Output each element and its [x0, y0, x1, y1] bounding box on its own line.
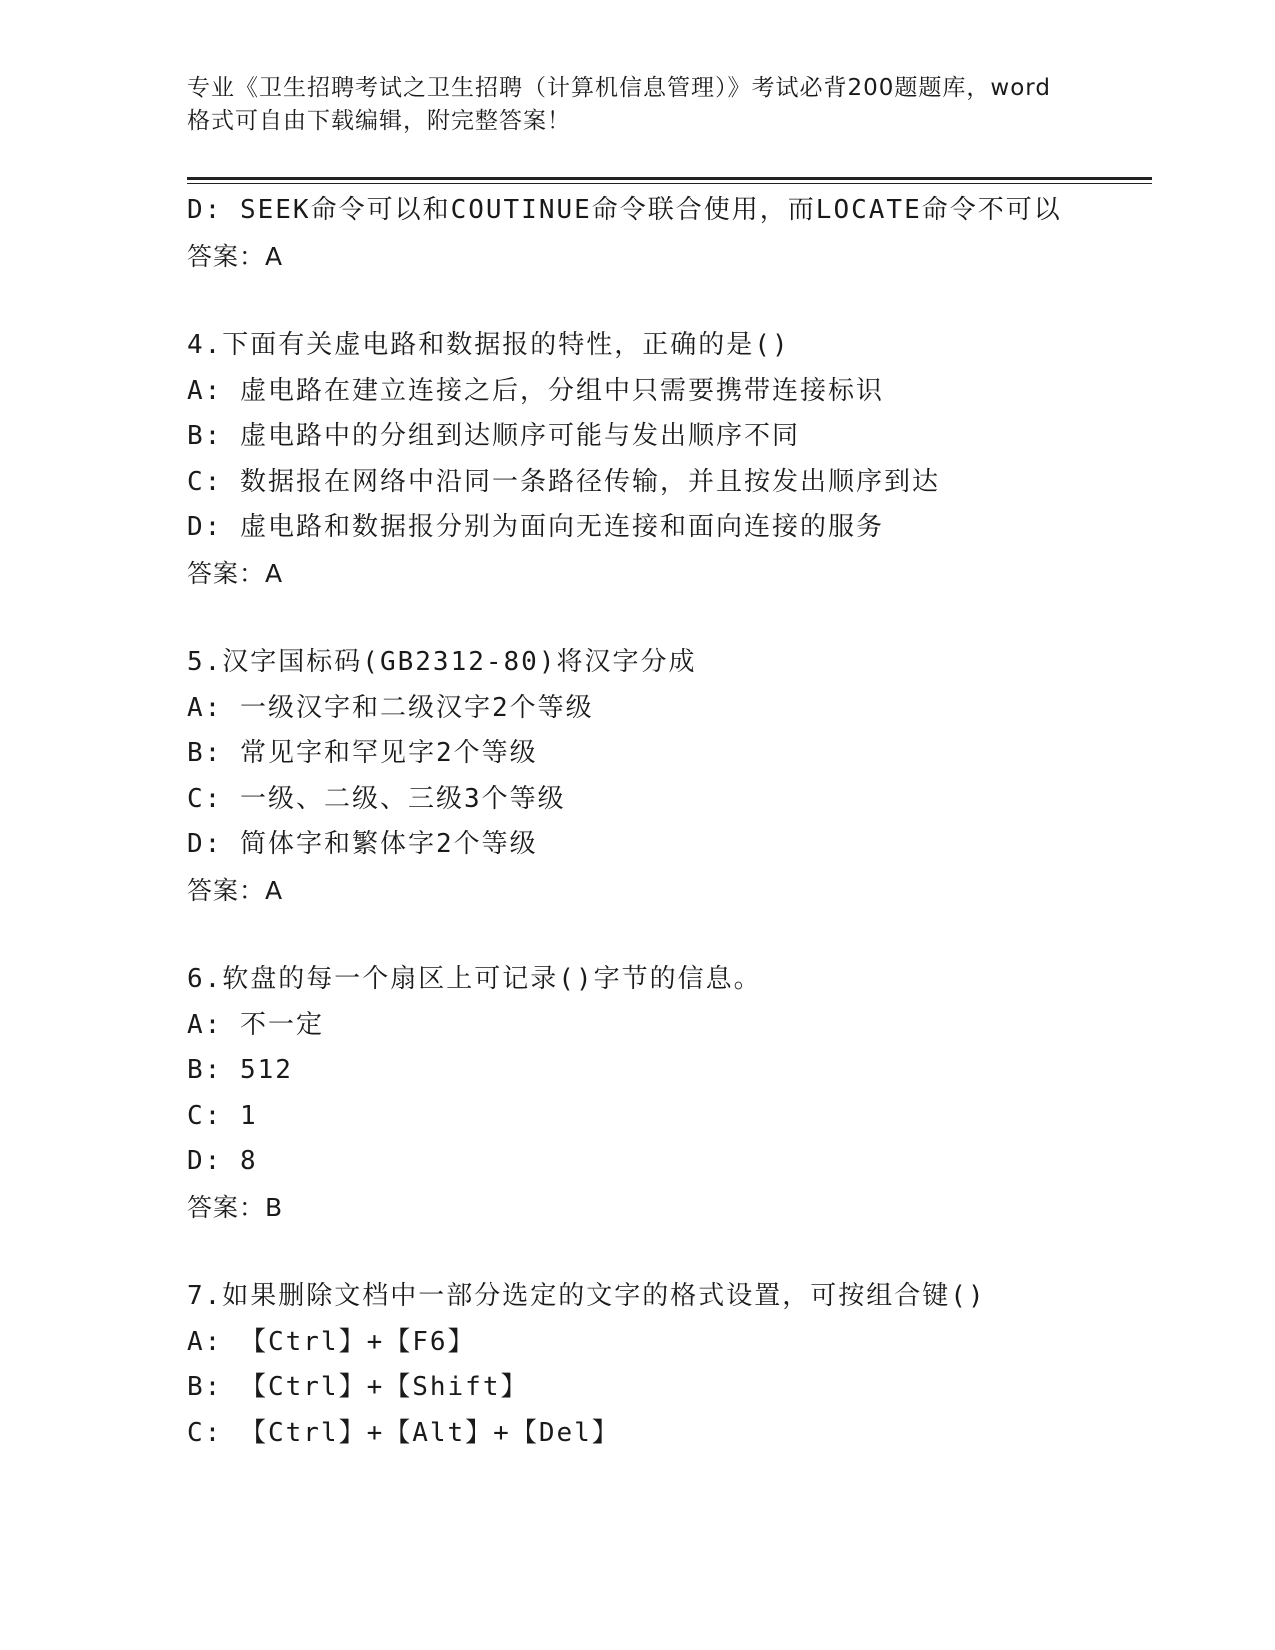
header-divider-thin: [187, 183, 1152, 184]
answer-line: 答案：A: [187, 558, 284, 588]
option-a: A: 不一定: [187, 1009, 324, 1040]
option-c: C: 【Ctrl】+【Alt】+【Del】: [187, 1417, 620, 1448]
option-c: C: 一级、二级、三级3个等级: [187, 783, 566, 814]
question-stem: 5.汉字国标码(GB2312-80)将汉字分成: [187, 647, 697, 677]
question-7: [187, 1274, 1147, 1456]
answer-line: 答案：A: [187, 875, 284, 905]
option-d: D: 8: [187, 1146, 258, 1176]
answer-line: 答案：B: [187, 1192, 284, 1222]
question-3-tail: [187, 188, 1147, 279]
spacer: [187, 596, 1147, 640]
spacer: [187, 913, 1147, 957]
spacer: [187, 279, 1147, 323]
option-c: C: 数据报在网络中沿同一条路径传输，并且按发出顺序到达: [187, 466, 940, 497]
option-d: D: 虚电路和数据报分别为面向无连接和面向连接的服务: [187, 512, 884, 542]
option-b: B: 常见字和罕见字2个等级: [187, 738, 538, 768]
spacer: [187, 1230, 1147, 1274]
option-d: D: SEEK命令可以和COUTINUE命令联合使用，而LOCATE命令不可以: [187, 195, 1062, 225]
question-stem: 7.如果删除文档中一部分选定的文字的格式设置，可按组合键(): [187, 1281, 986, 1311]
question-list: [187, 188, 1147, 1456]
question-stem: 6.软盘的每一个扇区上可记录()字节的信息。: [187, 964, 762, 994]
header-line-2: 格式可自由下载编辑，附完整答案！: [187, 108, 571, 134]
header-line-1: 专业《卫生招聘考试之卫生招聘（计算机信息管理）》考试必背200题题库，word: [187, 75, 1051, 101]
question-6: [187, 957, 1147, 1230]
question-5: [187, 640, 1147, 913]
option-a: A: 虚电路在建立连接之后，分组中只需要携带连接标识: [187, 375, 884, 406]
option-b: B: 虚电路中的分组到达顺序可能与发出顺序不同: [187, 421, 800, 451]
option-a: A: 一级汉字和二级汉字2个等级: [187, 692, 594, 723]
option-b: B: 【Ctrl】+【Shift】: [187, 1372, 529, 1402]
option-d: D: 简体字和繁体字2个等级: [187, 829, 538, 859]
option-b: B: 512: [187, 1055, 293, 1085]
option-c: C: 1: [187, 1100, 258, 1131]
option-a: A: 【Ctrl】+【F6】: [187, 1326, 476, 1357]
question-4: [187, 323, 1147, 596]
question-stem: 4.下面有关虚电路和数据报的特性，正确的是(): [187, 330, 790, 360]
header-divider-thick: [187, 177, 1152, 180]
answer-line: 答案：A: [187, 241, 284, 271]
document-header: [187, 72, 1087, 138]
